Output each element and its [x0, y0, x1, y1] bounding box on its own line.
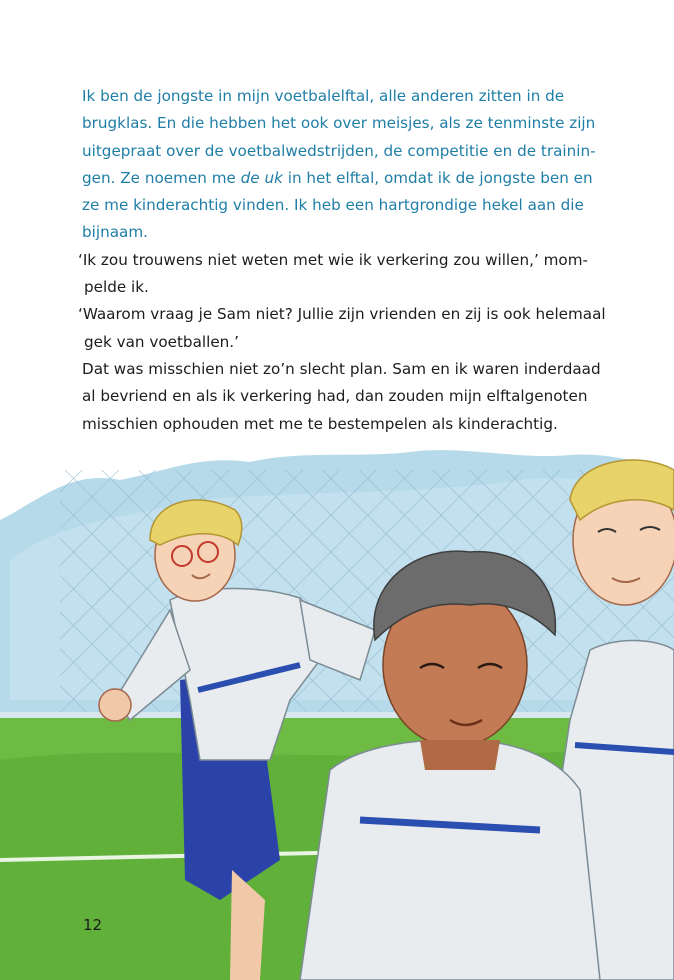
text-line: gek van voetballen.’	[84, 332, 239, 351]
story-text	[78, 83, 606, 438]
dialogue-quote-1	[78, 247, 602, 302]
intro-paragraph	[82, 83, 602, 247]
text-line: ze me kinderachtig vinden. Ik heb een hartgrondige hekel aan die	[82, 196, 584, 215]
text-line: ‘Ik zou trouwens niet weten met wie ik verkering zou willen,’ mom-	[78, 250, 588, 269]
text-line: Ik ben de jongste in mijn voetbalelftal, alle anderen zitten in de	[82, 87, 565, 105]
text-fragment: in het elftal, omdat ik de jongste ben en	[282, 168, 593, 187]
text-line: al bevriend en als ik verkering had, dan zouden mijn elftalgenoten	[82, 387, 588, 406]
dialogue-quote-2	[78, 301, 606, 356]
text-line	[82, 165, 602, 192]
text-fragment: gen. Ze noemen me	[82, 168, 241, 187]
text-line: brugklas. En die hebben het ook over meisjes, als ze tenminste zijn	[82, 114, 596, 133]
text-line: misschien ophouden met me te bestempelen als kinderachtig.	[82, 414, 558, 433]
text-line: pelde ik.	[84, 278, 149, 297]
page-number: 12	[83, 916, 103, 934]
text-line: Dat was misschien niet zo’n slecht plan. Sam en ik waren inderdaad	[82, 359, 601, 378]
text-line: bijnaam.	[82, 223, 148, 242]
nickname-emphasis: de uk	[240, 168, 283, 187]
text-line: ‘Waarom vraag je Sam niet? Jullie zijn vrienden en zij is ook helemaal	[78, 305, 606, 324]
text-line: uitgepraat over de voetbalwedstrijden, de competitie en de trainin-	[82, 141, 596, 160]
football-boys-illustration	[0, 440, 674, 980]
closing-paragraph	[82, 356, 602, 438]
